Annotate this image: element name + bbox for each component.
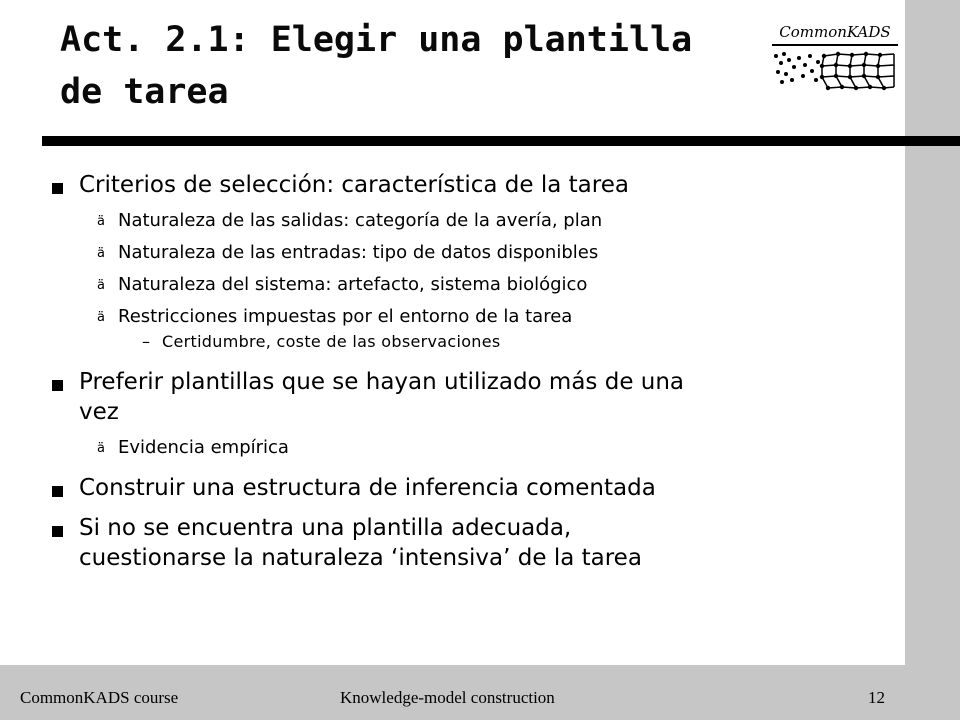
- sub-sub-bullet: [50, 331, 890, 353]
- sub-bullet-marker-icon: ä: [97, 441, 105, 456]
- sub-bullet-text: Naturaleza del sistema: artefacto, sistema biológico: [118, 274, 588, 295]
- square-bullet-icon: [52, 183, 63, 194]
- sub-bullet-text: Naturaleza de las entradas: tipo de datos disponibles: [118, 242, 599, 263]
- slide-title-line-2: de tarea: [60, 72, 229, 112]
- bullet-text: Construir una estructura de inferencia comentada: [79, 475, 656, 501]
- logo-underline: [772, 44, 898, 46]
- sub-bullet-marker-icon: ä: [97, 278, 105, 293]
- slide-title: [60, 14, 740, 118]
- sub-bullet-text: Restricciones impuestas por el entorno de la tarea: [118, 306, 573, 327]
- logo-text: CommonKADS: [779, 23, 891, 41]
- sub-sub-bullet-text: Certidumbre, coste de las observaciones: [162, 332, 501, 351]
- bullet-construir: [50, 473, 890, 503]
- bullet-text: Criterios de selección: característica de la tarea: [79, 172, 629, 198]
- slide-body: [50, 170, 890, 573]
- square-bullet-icon: [52, 526, 63, 537]
- bullet-text-line-1: Si no se encuentra una plantilla adecuada,: [79, 515, 572, 541]
- sub-bullet: [50, 305, 890, 328]
- page-number: 12: [868, 688, 885, 707]
- sub-bullet-marker-icon: ä: [97, 310, 105, 325]
- sub-bullet: [50, 273, 890, 296]
- sub-bullet: [50, 436, 890, 459]
- bullet-criterios: [50, 170, 890, 200]
- title-divider: [42, 136, 960, 146]
- square-bullet-icon: [52, 380, 63, 391]
- square-bullet-icon: [52, 486, 63, 497]
- bullet-si-no: [50, 513, 890, 573]
- sub-bullet: [50, 209, 890, 232]
- bullet-text-line-1: Preferir plantillas que se hayan utilizado más de una: [79, 369, 685, 395]
- right-decorative-bar: [905, 0, 960, 720]
- commonkads-logo: [770, 22, 900, 100]
- footer-course: CommonKADS course: [20, 688, 179, 707]
- sub-bullet-text: Naturaleza de las salidas: categoría de la avería, plan: [118, 210, 603, 231]
- commonkads-logo-network-icon: [772, 50, 898, 100]
- sub-bullet-marker-icon: ä: [97, 246, 105, 261]
- bullet-preferir: [50, 367, 890, 427]
- footer-topic: Knowledge-model construction: [340, 688, 555, 707]
- dash-marker-icon: –: [142, 332, 151, 351]
- bullet-text-line-2: cuestionarse la naturaleza ‘intensiva’ de la tarea: [79, 545, 642, 571]
- sub-bullet-text: Evidencia empírica: [118, 437, 289, 458]
- sub-bullet-marker-icon: ä: [97, 214, 105, 229]
- bullet-text-line-2: vez: [79, 399, 119, 425]
- slide-title-line-1: Act. 2.1: Elegir una plantilla: [60, 20, 693, 60]
- sub-bullet: [50, 241, 890, 264]
